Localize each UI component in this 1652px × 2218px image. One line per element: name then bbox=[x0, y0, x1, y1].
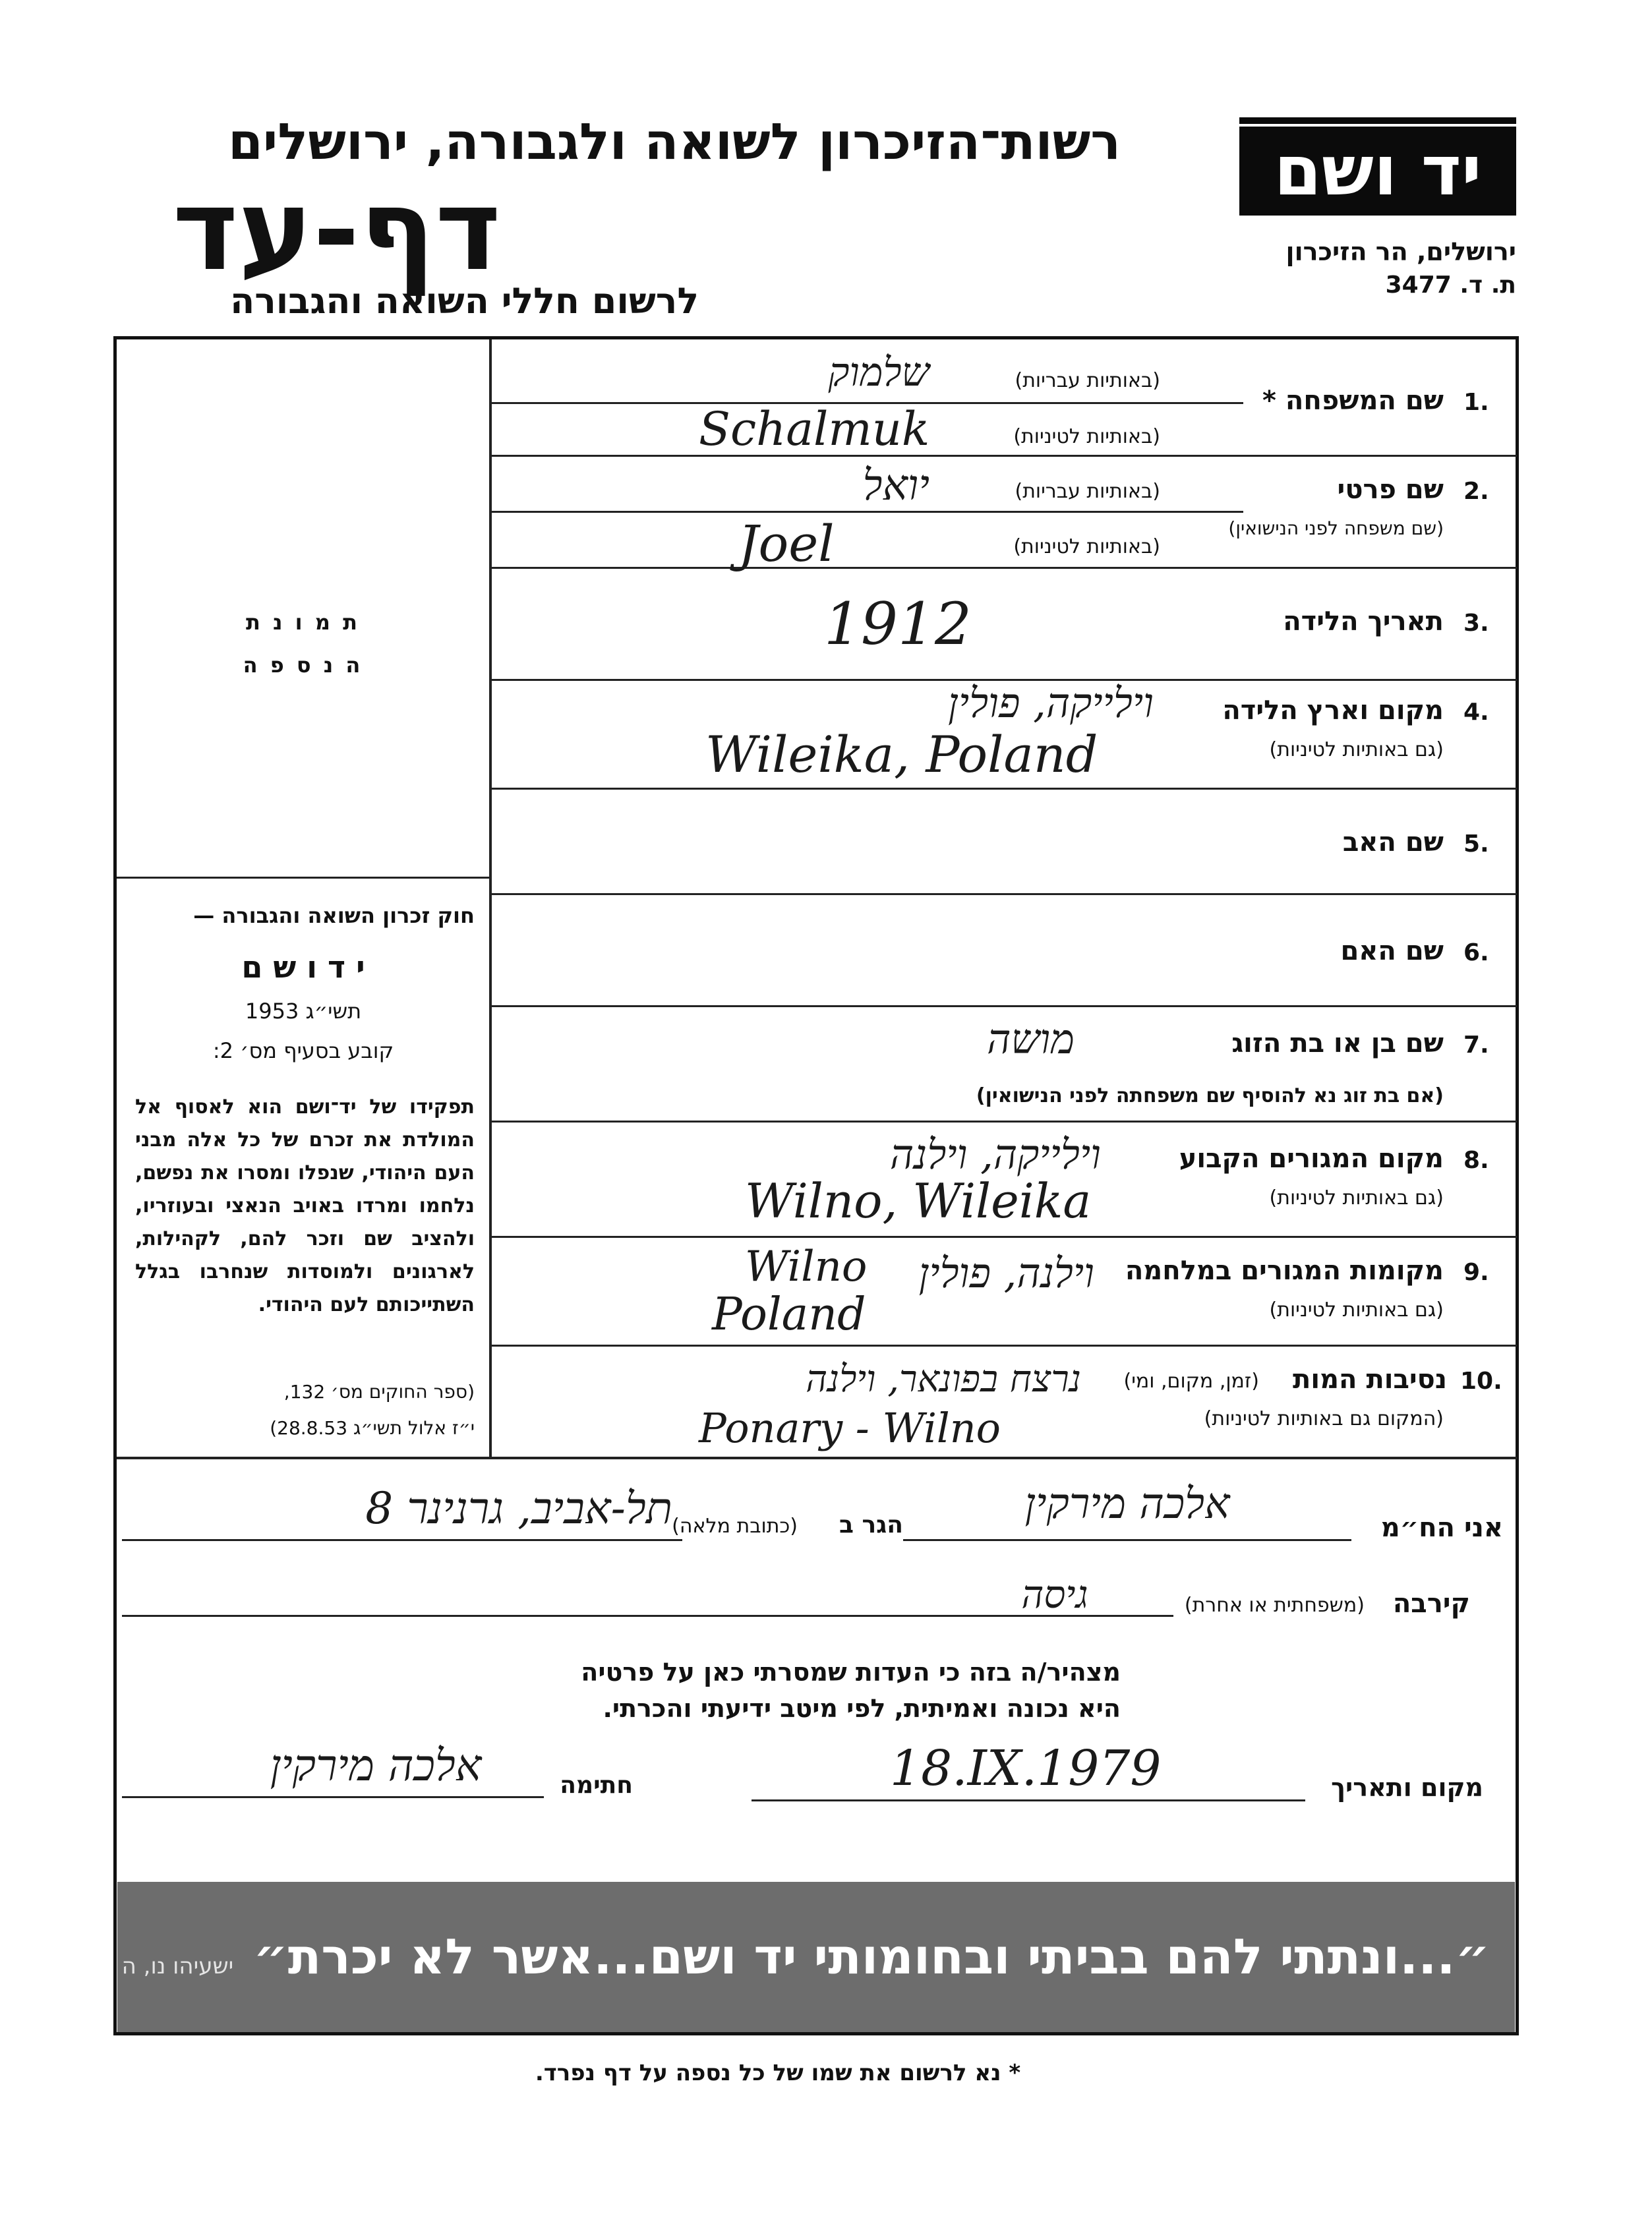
field-1-sub-latin: (באותיות לטיניות) bbox=[1013, 425, 1160, 448]
field-8-label: מקום המגורים הקבוע bbox=[1179, 1144, 1444, 1174]
law-year: תשי״ג 1953 bbox=[245, 999, 362, 1024]
field-4-note: (גם באותיות לטיניות) bbox=[1269, 738, 1444, 761]
field-7-note: (אם בת זוג נא להוסיף שם משפחתה לפני הנישואין) bbox=[976, 1084, 1444, 1107]
field-10-label-extra: (זמן, מקום, ומי) bbox=[1123, 1370, 1259, 1393]
field-5-number: 5. bbox=[1463, 831, 1489, 858]
row-line bbox=[492, 455, 1517, 457]
logo-bar bbox=[1239, 117, 1516, 124]
field-1-value-latin[interactable]: Schalmuk bbox=[699, 402, 930, 456]
witness-address-note: (כתובת מלאה) bbox=[672, 1515, 798, 1538]
section-divider bbox=[117, 1457, 1517, 1459]
field-5-label: שם האב bbox=[1342, 827, 1444, 858]
field-8-value-latin[interactable]: Wilno, Wileika bbox=[745, 1173, 1092, 1229]
field-4-value-hebrew[interactable]: וילייקה, פולין bbox=[948, 679, 1154, 727]
field-9-value-latin-1[interactable]: Wilno bbox=[745, 1242, 868, 1291]
field-3-number: 3. bbox=[1463, 610, 1489, 637]
field-10-note: (המקום גם באותיות לטיניות) bbox=[1204, 1407, 1444, 1430]
field-6-label: שם האם bbox=[1340, 936, 1444, 966]
row-line bbox=[492, 893, 1517, 895]
field-10-value-hebrew[interactable]: נרצח בפונאר, וילנה bbox=[806, 1358, 1081, 1401]
field-1-label: שם המשפחה * bbox=[1262, 386, 1444, 416]
witness-relation-label: קירבה bbox=[1392, 1589, 1470, 1619]
field-6-number: 6. bbox=[1463, 939, 1489, 966]
row-line bbox=[492, 788, 1517, 790]
form-subtitle: לרשום חללי השואה והגבורה bbox=[230, 280, 699, 322]
declaration-line-2: היא נכונה ואמיתית, לפי מיטב ידיעתי והכרתי. bbox=[603, 1694, 1121, 1723]
field-2-value-hebrew[interactable]: יואל bbox=[862, 461, 929, 510]
field-8-note: (גם באותיות לטיניות) bbox=[1269, 1186, 1444, 1210]
field-3-value[interactable]: 1912 bbox=[824, 590, 972, 658]
witness-resides-label: הגר ב bbox=[839, 1511, 903, 1538]
field-7-value[interactable]: מושה bbox=[987, 1015, 1075, 1063]
law-source-date: י״ז אלול תשי״ג 28.8.53) bbox=[270, 1417, 475, 1439]
place-date-value[interactable]: 18.IX.1979 bbox=[890, 1740, 1162, 1797]
banner-source: ישעיהו נו, ה bbox=[121, 1953, 234, 1979]
row-line bbox=[492, 1236, 1517, 1238]
footnote: * נא לרשום את שמו של כל נספה על דף נפרד. bbox=[535, 2060, 1021, 2086]
field-9-label: מקומות המגורים במלחמה bbox=[1125, 1256, 1444, 1286]
photo-law-divider bbox=[117, 877, 490, 879]
field-2-sub-latin: (באותיות לטיניות) bbox=[1013, 535, 1160, 558]
field-2-note: (שם משפחה לפני הנישואין) bbox=[1228, 517, 1444, 539]
field-9-note: (גם באותיות לטיניות) bbox=[1269, 1299, 1444, 1322]
field-2-value-latin[interactable]: Joel bbox=[738, 514, 835, 573]
field-1-number: 1. bbox=[1463, 389, 1489, 416]
signature-line bbox=[122, 1796, 544, 1798]
field-2-sub-hebrew: (באותיות עבריות) bbox=[1015, 480, 1160, 503]
witness-address-value[interactable]: תל-אביב, גרנינר 8 bbox=[365, 1483, 672, 1534]
place-date-label: מקום ותאריך bbox=[1331, 1773, 1483, 1802]
place-date-line bbox=[752, 1799, 1305, 1801]
field-2-number: 2. bbox=[1463, 478, 1489, 505]
photo-label-2: ה נ ס פ ה bbox=[243, 653, 363, 678]
field-4-number: 4. bbox=[1463, 699, 1489, 726]
authority-line: רשות־הזיכרון לשואה ולגבורה, ירושלים bbox=[228, 112, 1121, 171]
field-7-label: שם בן או בת הזוג bbox=[1231, 1028, 1444, 1059]
address-line: ירושלים, הר הזיכרון bbox=[1285, 237, 1516, 266]
witness-name-value[interactable]: אלכה מירקין bbox=[1024, 1480, 1230, 1529]
photo-label-1: ת מ ו נ ת bbox=[246, 610, 360, 635]
po-box: ת. ד. 3477 bbox=[1385, 272, 1516, 299]
field-1-value-hebrew[interactable]: שלמוק bbox=[828, 349, 929, 395]
field-4-value-latin[interactable]: Wileika, Poland bbox=[705, 725, 1098, 784]
signature-label: חתימה bbox=[560, 1772, 633, 1799]
law-text: תפקידו של יד־ושם הוא לאסוף אל המולדת את זכרם של כל אלה מבני העם היהודי, שנפלו ומסרו את נפשם, נלחמו ומרדו באויב הנאצי ובעוזריו, ולהציב שם וזכר להם, לקהילות, לארגונים ולמוסדות שנחרבו בגלל השתייכותם לעם היהודי. bbox=[135, 1095, 475, 1316]
field-10-number: 10. bbox=[1460, 1368, 1502, 1395]
field-10-label: נסיבות המות bbox=[1293, 1364, 1447, 1395]
field-9-number: 9. bbox=[1463, 1259, 1489, 1286]
field-3-label: תאריך הלידה bbox=[1283, 606, 1444, 637]
signature-value[interactable]: אלכה מירקין bbox=[270, 1740, 482, 1791]
witness-i-label: אני הח״מ bbox=[1380, 1513, 1503, 1543]
row-line bbox=[492, 1005, 1517, 1007]
yad-vashem-logo: יד ושם bbox=[1239, 127, 1516, 216]
field-8-number: 8. bbox=[1463, 1147, 1489, 1174]
row-line bbox=[492, 1121, 1517, 1123]
row-line bbox=[492, 567, 1517, 569]
banner-quote-text: ״...ונתתי להם בביתי ובחומותי יד ושם...אשר לא יכרת״ bbox=[253, 1929, 1490, 1985]
declaration-line-1: מצהיר/ה בזה כי העדות שמסרתי כאן על פרטיה bbox=[581, 1658, 1121, 1687]
row-line bbox=[492, 1345, 1517, 1347]
law-name: י ד ו ש ם bbox=[241, 949, 365, 985]
law-heading: חוק זכרון השואה והגבורה — bbox=[193, 903, 475, 928]
field-9-value-latin-2[interactable]: Poland bbox=[712, 1289, 866, 1341]
column-divider bbox=[489, 339, 492, 1457]
law-source: (ספר החוקים מס׳ 132, bbox=[283, 1381, 475, 1403]
field-1-sub-hebrew: (באותיות עבריות) bbox=[1015, 369, 1160, 392]
field-2-label: שם פרטי bbox=[1337, 475, 1444, 505]
row-line bbox=[492, 511, 1243, 513]
witness-relation-value[interactable]: גיסה bbox=[1021, 1572, 1088, 1617]
field-10-value-latin[interactable]: Ponary - Wilno bbox=[699, 1404, 1001, 1452]
field-7-number: 7. bbox=[1463, 1032, 1489, 1059]
field-9-value-hebrew[interactable]: וילנה, פולין bbox=[918, 1249, 1094, 1297]
field-4-label: מקום וארץ הלידה bbox=[1222, 695, 1444, 726]
banner-quote bbox=[121, 1882, 1490, 2032]
witness-name-line bbox=[903, 1539, 1351, 1541]
law-section: קובע בסעיף מס׳ 2: bbox=[212, 1038, 394, 1063]
witness-relation-note: (משפחתית או אחרת) bbox=[1184, 1594, 1365, 1617]
witness-address-line bbox=[122, 1539, 682, 1541]
form-title: דף-עד bbox=[172, 165, 501, 296]
field-8-value-hebrew[interactable]: וילייקה, וילנה bbox=[889, 1130, 1101, 1179]
